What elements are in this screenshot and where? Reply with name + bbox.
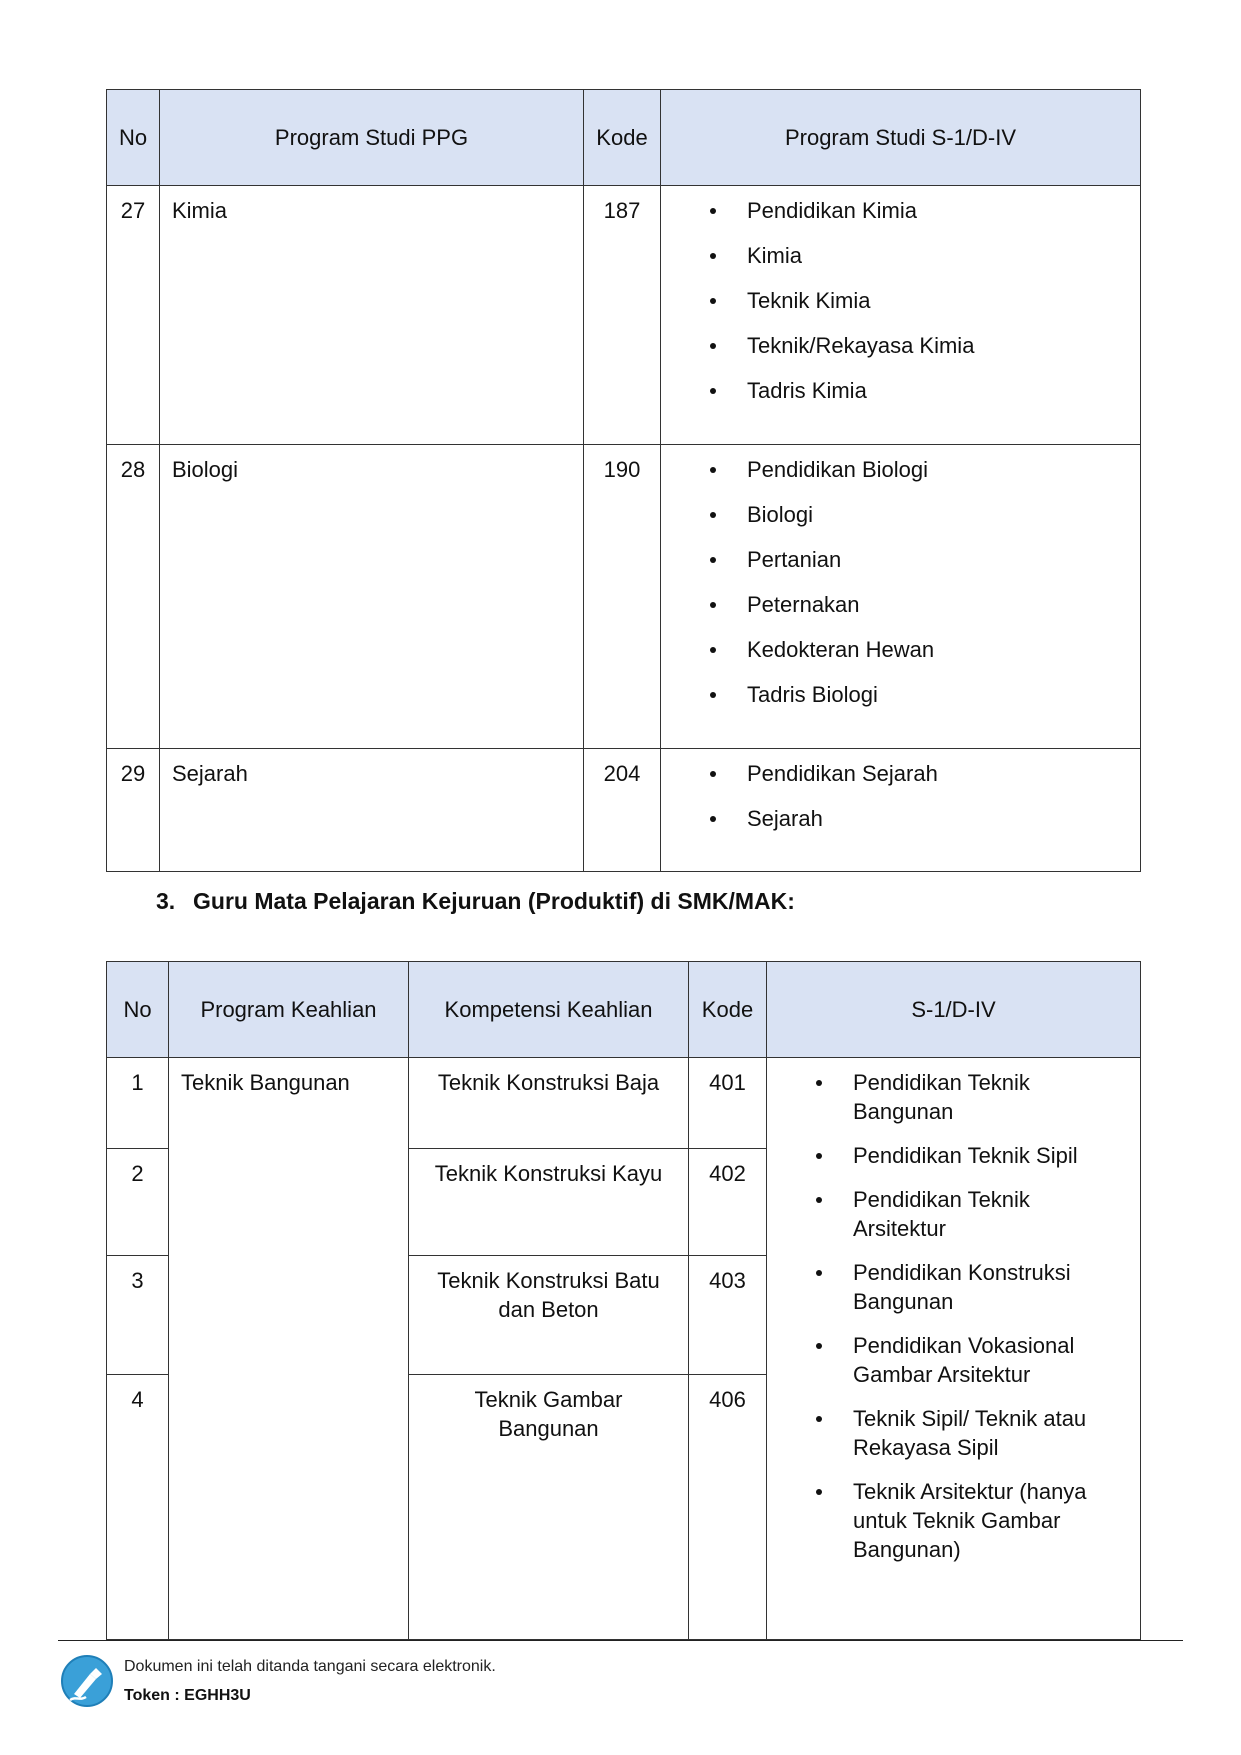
cell-s1-list	[661, 749, 1141, 872]
list-item: Pendidikan Teknik Arsitektur	[853, 1185, 1120, 1243]
list-item: Pendidikan Teknik Bangunan	[853, 1068, 1120, 1126]
list-item: Pendidikan Biologi	[747, 455, 1140, 484]
list-item: Pendidikan Sejarah	[747, 759, 1140, 788]
cell-s1-list	[661, 445, 1141, 749]
header-kode: Kode	[689, 962, 767, 1058]
cell-kode: 187	[584, 186, 661, 445]
list-item: Tadris Biologi	[747, 680, 1140, 709]
header-program-studi-s1: Program Studi S-1/D-IV	[661, 90, 1141, 186]
list-item: Biologi	[747, 500, 1140, 529]
list-item: Sejarah	[747, 804, 1140, 833]
cell-kode: 401	[689, 1058, 767, 1149]
cell-kompetensi: Teknik Konstruksi Batu dan Beton	[409, 1256, 689, 1375]
cell-s1-list	[661, 186, 1141, 445]
header-no: No	[107, 90, 160, 186]
list-item: Pendidikan Konstruksi Bangunan	[853, 1258, 1120, 1316]
section-number: 3.	[156, 888, 176, 914]
footer-divider	[58, 1640, 1183, 1641]
cell-no: 27	[107, 186, 160, 445]
table-row	[107, 749, 1141, 872]
cell-kompetensi: Teknik Konstruksi Kayu	[409, 1149, 689, 1256]
ppg-program-table	[106, 89, 1141, 872]
header-kompetensi-keahlian: Kompetensi Keahlian	[409, 962, 689, 1058]
cell-no: 3	[107, 1256, 169, 1375]
section-title: Guru Mata Pelajaran Kejuruan (Produktif) di SMK/MAK:	[193, 888, 795, 914]
smk-program-table	[106, 961, 1141, 1640]
cell-s1-list	[767, 1058, 1141, 1640]
header-s1-d4: S-1/D-IV	[767, 962, 1141, 1058]
table-header-row	[107, 962, 1141, 1058]
cell-program-keahlian: Teknik Bangunan	[169, 1058, 409, 1640]
table-header-row	[107, 90, 1141, 186]
cell-no: 28	[107, 445, 160, 749]
list-item: Pertanian	[747, 545, 1140, 574]
list-item: Pendidikan Teknik Sipil	[853, 1141, 1120, 1170]
list-item: Teknik/Rekayasa Kimia	[747, 331, 1140, 360]
section-heading	[156, 886, 795, 916]
cell-kompetensi: Teknik Gambar Bangunan	[409, 1375, 689, 1640]
footer-token: Token : EGHH3U	[124, 1687, 251, 1704]
cell-no: 29	[107, 749, 160, 872]
list-item: Kimia	[747, 241, 1140, 270]
header-no: No	[107, 962, 169, 1058]
cell-program: Sejarah	[160, 749, 584, 872]
cell-kode: 406	[689, 1375, 767, 1640]
cell-no: 1	[107, 1058, 169, 1149]
table-row	[107, 445, 1141, 749]
header-kode: Kode	[584, 90, 661, 186]
cell-no: 2	[107, 1149, 169, 1256]
cell-program: Kimia	[160, 186, 584, 445]
list-item: Pendidikan Kimia	[747, 196, 1140, 225]
list-item: Kedokteran Hewan	[747, 635, 1140, 664]
cell-kode: 402	[689, 1149, 767, 1256]
cell-kode: 403	[689, 1256, 767, 1375]
list-item: Tadris Kimia	[747, 376, 1140, 405]
cell-kode: 204	[584, 749, 661, 872]
cell-program: Biologi	[160, 445, 584, 749]
table-row	[107, 186, 1141, 445]
e-signature-pen-icon	[60, 1654, 114, 1708]
header-program-studi-ppg: Program Studi PPG	[160, 90, 584, 186]
list-item: Pendidikan Vokasional Gambar Arsitektur	[853, 1331, 1120, 1389]
list-item: Teknik Kimia	[747, 286, 1140, 315]
cell-kompetensi: Teknik Konstruksi Baja	[409, 1058, 689, 1149]
table-row	[107, 1058, 1141, 1149]
list-item: Peternakan	[747, 590, 1140, 619]
list-item: Teknik Arsitektur (hanya untuk Teknik Gambar Bangunan)	[853, 1477, 1120, 1564]
footer-statement: Dokumen ini telah ditanda tangani secara elektronik.	[124, 1658, 496, 1675]
header-program-keahlian: Program Keahlian	[169, 962, 409, 1058]
cell-kode: 190	[584, 445, 661, 749]
cell-no: 4	[107, 1375, 169, 1640]
list-item: Teknik Sipil/ Teknik atau Rekayasa Sipil	[853, 1404, 1120, 1462]
